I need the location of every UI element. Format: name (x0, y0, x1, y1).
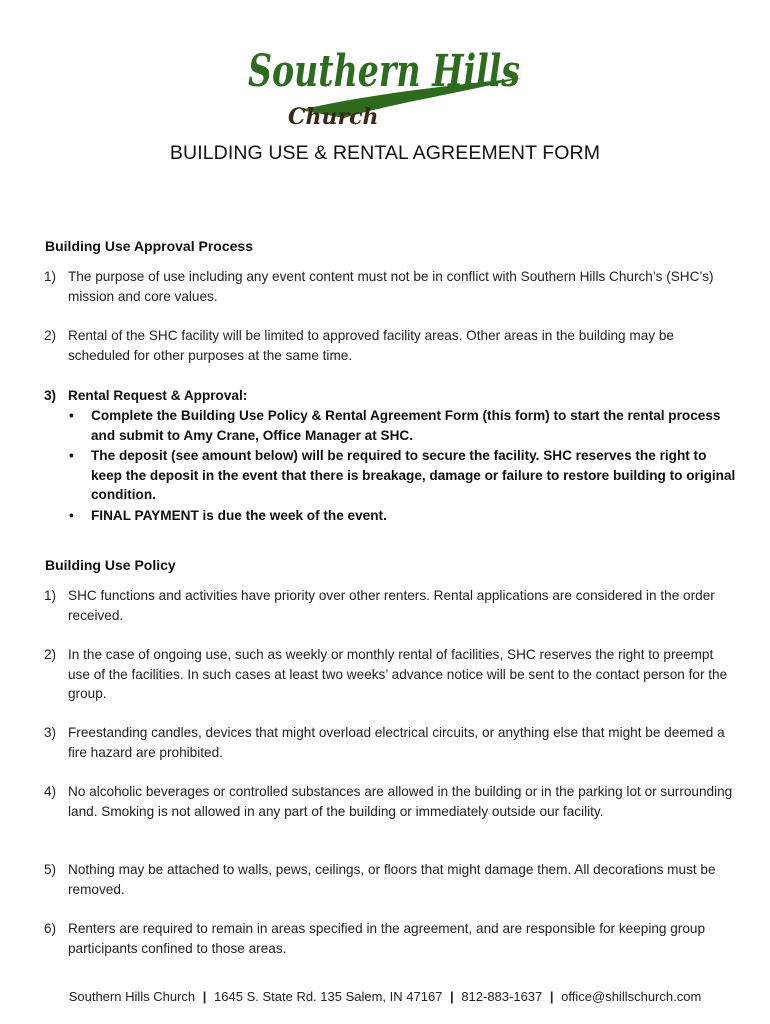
item-text: In the case of ongoing use, such as weekly or monthly rental of facilities, SHC reserves the right to preempt use of the facilities. In such cases at least two weeks’ advance notice will be sent to the contact person for the group. (68, 647, 728, 702)
footer-email: office@shillschurch.com (561, 989, 702, 1004)
footer-separator: | (450, 989, 454, 1004)
bullet-item (67, 406, 737, 445)
item-number: 2) (44, 647, 57, 662)
policy-item-5 (44, 860, 734, 899)
bullet-text: FINAL PAYMENT is due the week of the event. (91, 507, 387, 523)
item-number: 2) (44, 328, 57, 343)
approval-item-1 (44, 267, 734, 306)
item-number: 6) (44, 921, 57, 936)
bullet-dot-icon: • (69, 448, 74, 464)
footer-separator: | (549, 989, 554, 1004)
policy-item-1 (44, 586, 734, 625)
policy-item-6 (44, 919, 734, 958)
bullet-dot-icon: • (69, 507, 74, 523)
footer-separator: | (202, 989, 207, 1004)
item-text: SHC functions and activities have priority over other renters. Rental applications are considered in the order received. (68, 588, 715, 623)
item-number: 1) (44, 588, 57, 603)
logo-church-text: Church (288, 104, 379, 130)
policy-heading: Building Use Policy (45, 557, 176, 573)
rental-request-bullets (67, 406, 737, 527)
bullet-item (67, 506, 737, 526)
item-text: No alcoholic beverages or controlled substances are allowed in the building or in the parking lot or surrounding land. Smoking is not allowed in any part of the building or immediately outside our facility. (68, 784, 733, 819)
item-text: The purpose of use including any event content must not be in conflict with Southern Hills Church’s (SHC’s) mission and core values. (68, 269, 714, 304)
bullet-text: The deposit (see amount below) will be required to secure the facility. SHC reserves the right to keep the deposit in the event that there is breakage, damage or failure to restore building to original condition. (91, 448, 736, 503)
item-number: 3) (44, 388, 57, 403)
policy-item-3 (44, 723, 734, 762)
page-footer (0, 989, 770, 1004)
item-text: Rental of the SHC facility will be limited to approved facility areas. Other areas in the building may be scheduled for other purposes at the same time. (68, 328, 674, 363)
logo-southern-hills-text: Southern Hills (248, 46, 520, 97)
approval-item-2 (44, 326, 734, 365)
form-title: BUILDING USE & RENTAL AGREEMENT FORM (169, 142, 601, 164)
item-text: Nothing may be attached to walls, pews, ceilings, or floors that might damage them. All decorations must be removed. (68, 862, 716, 897)
item-number: 1) (44, 269, 57, 284)
bullet-dot-icon: • (69, 408, 74, 423)
approval-item-3 (44, 386, 734, 406)
policy-item-2 (44, 645, 734, 704)
item-number: 4) (44, 784, 57, 799)
church-logo (240, 38, 530, 138)
item-text: Renters are required to remain in areas specified in the agreement, and are responsible for keeping group participants confined to those areas. (68, 921, 706, 956)
policy-item-4 (44, 782, 734, 821)
footer-address: 1645 S. State Rd. 135 Salem, IN 47167 (214, 989, 443, 1004)
footer-phone: 812-883-1637 (461, 989, 543, 1004)
item-number: 3) (44, 725, 57, 740)
item-text: Rental Request & Approval: (68, 388, 248, 403)
bullet-item (67, 446, 737, 505)
approval-heading: Building Use Approval Process (45, 238, 253, 254)
item-text: Freestanding candles, devices that might overload electrical circuits, or anything else that might be deemed a fire hazard are prohibited. (68, 725, 725, 760)
item-number: 5) (44, 862, 57, 877)
footer-church-name: Southern Hills Church (68, 989, 196, 1004)
bullet-text: Complete the Building Use Policy & Rental Agreement Form (this form) to start the rental process and submit to Amy Crane, Office Manager at SHC. (91, 408, 721, 443)
